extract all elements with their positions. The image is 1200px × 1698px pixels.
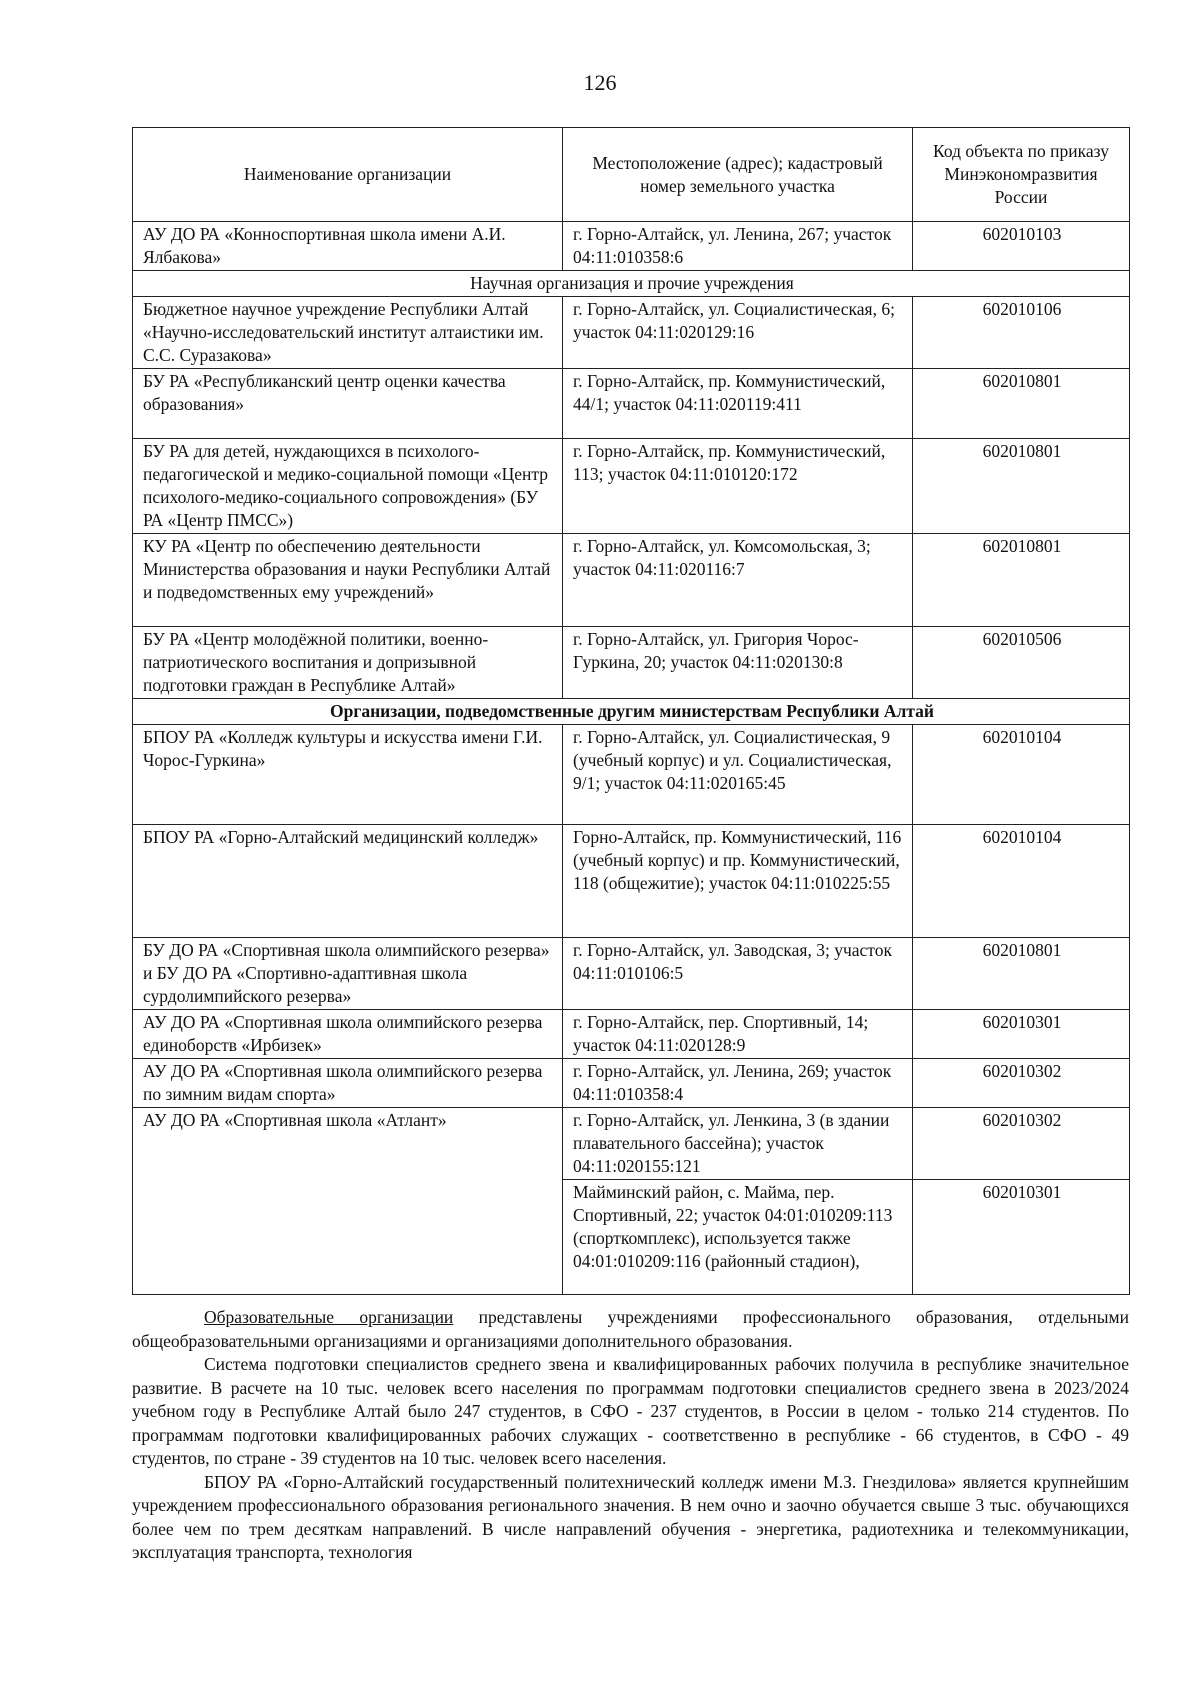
table-row: [133, 369, 1130, 439]
org-address: г. Горно-Алтайск, ул. Комсомольская, 3; участок 04:11:020116:7: [563, 534, 913, 627]
org-address: г. Горно-Алтайск, ул. Ленкина, 3 (в здании плавательного бассейна); участок 04:11:020155:121: [563, 1108, 913, 1180]
org-address: г. Горно-Алтайск, ул. Ленина, 269; участок 04:11:010358:4: [563, 1059, 913, 1108]
org-code: 602010801: [913, 534, 1130, 627]
org-name: БПОУ РА «Колледж культуры и искусства имени Г.И. Чорос-Гуркина»: [133, 725, 563, 825]
org-address: г. Горно-Алтайск, ул. Ленина, 267; участок 04:11:010358:6: [563, 222, 913, 271]
org-code: 602010301: [913, 1180, 1130, 1295]
table-row: [133, 938, 1130, 1010]
table-row: [133, 297, 1130, 369]
page-number: 126: [583, 70, 617, 95]
org-code: 602010801: [913, 439, 1130, 534]
org-code: 602010506: [913, 627, 1130, 699]
org-name: БПОУ РА «Горно-Алтайский медицинский колледж»: [133, 825, 563, 938]
paragraph-1-underlined: Образовательные организации: [204, 1307, 454, 1327]
org-address: г. Горно-Алтайск, пер. Спортивный, 14; участок 04:11:020128:9: [563, 1010, 913, 1059]
org-code: 602010104: [913, 725, 1130, 825]
org-code: 602010301: [913, 1010, 1130, 1059]
org-address: г. Горно-Алтайск, ул. Григория Чорос-Гуркина, 20; участок 04:11:020130:8: [563, 627, 913, 699]
paragraph-3: БПОУ РА «Горно-Алтайский государственный политехнический колледж имени М.З. Гнездилова» является крупнейшим учреждением профессионального образования регионального значения. В нем очно и заочно обучается свыше 3 тыс. обучающихся более чем по трем десяткам направлений. В числе направлений обучения - энергетика, радиотехника и телекоммуникации, эксплуатация транспорта, технология: [132, 1471, 1129, 1562]
org-name: Бюджетное научное учреждение Республики Алтай «Научно-исследовательский институт алтаистики им. С.С. Суразакова»: [133, 297, 563, 369]
org-address: Майминский район, с. Майма, пер. Спортивный, 22; участок 04:01:010209:113 (спорткомплекс), используется также 04:01:010209:116 (районный стадион),: [563, 1180, 913, 1295]
org-address: Горно-Алтайск, пр. Коммунистический, 116 (учебный корпус) и пр. Коммунистический, 118 (общежитие); участок 04:11:010225:55: [563, 825, 913, 938]
org-address: г. Горно-Алтайск, ул. Заводская, 3; участок 04:11:010106:5: [563, 938, 913, 1010]
org-code: 602010302: [913, 1108, 1130, 1180]
org-address: г. Горно-Алтайск, ул. Социалистическая, 9 (учебный корпус) и ул. Социалистическая, 9/1; участок 04:11:020165:45: [563, 725, 913, 825]
table-row: [133, 222, 1130, 271]
header-address: Местоположение (адрес); кадастровый номер земельного участка: [563, 128, 913, 222]
org-name: АУ ДО РА «Спортивная школа олимпийского резерва единоборств «Ирбизек»: [133, 1010, 563, 1059]
org-name: АУ ДО РА «Конноспортивная школа имени А.И. Ялбакова»: [133, 222, 563, 271]
table-row: [133, 439, 1130, 534]
header-code: Код объекта по приказу Минэкономразвития России: [913, 128, 1130, 222]
org-name: БУ РА для детей, нуждающихся в психолого-педагогической и медико-социальной помощи «Центр психолого-медико-социального сопровождения» (БУ РА «Центр ПМСС»): [133, 439, 563, 534]
body-text: [132, 1306, 1129, 1565]
section-title: Научная организация и прочие учреждения: [133, 271, 1130, 297]
org-name: БУ РА «Центр молодёжной политики, военно-патриотического воспитания и допризывной подготовки граждан в Республике Алтай»: [133, 627, 563, 699]
table-row: [133, 825, 1130, 938]
org-address: г. Горно-Алтайск, ул. Социалистическая, 6; участок 04:11:020129:16: [563, 297, 913, 369]
org-code: 602010302: [913, 1059, 1130, 1108]
table-row: [133, 534, 1130, 627]
paragraph-1: [132, 1306, 1129, 1353]
org-address: г. Горно-Алтайск, пр. Коммунистический, 113; участок 04:11:010120:172: [563, 439, 913, 534]
table-row: [133, 627, 1130, 699]
org-name: КУ РА «Центр по обеспечению деятельности Министерства образования и науки Республики Алтай и подведомственных ему учреждений»: [133, 534, 563, 627]
table-row: [133, 1108, 1130, 1180]
org-code: 602010801: [913, 369, 1130, 439]
org-name: АУ ДО РА «Спортивная школа олимпийского резерва по зимним видам спорта»: [133, 1059, 563, 1108]
section-title: Организации, подведомственные другим министерствам Республики Алтай: [133, 699, 1130, 725]
table-row: [133, 725, 1130, 825]
org-address: г. Горно-Алтайск, пр. Коммунистический, 44/1; участок 04:11:020119:411: [563, 369, 913, 439]
section-row: [133, 271, 1130, 297]
organizations-table: [132, 127, 1130, 1295]
table-header-row: [133, 128, 1130, 222]
table-row: [133, 1010, 1130, 1059]
table-row: [133, 1059, 1130, 1108]
paragraph-2: Система подготовки специалистов среднего звена и квалифицированных рабочих получила в республике значительное развитие. В расчете на 10 тыс. человек всего населения по программам подготовки специалистов среднего звена в 2023/2024 учебном году в Республике Алтай было 247 студентов, в СФО - 237 студентов, в России в целом - только 214 студентов. По программам подготовки квалифицированных рабочих служащих - соответственно в республике - 66 студентов, в СФО - 49 студентов, по стране - 39 студентов на 10 тыс. человек всего населения.: [132, 1354, 1129, 1468]
org-code: 602010106: [913, 297, 1130, 369]
org-name: БУ РА «Республиканский центр оценки качества образования»: [133, 369, 563, 439]
paragraph-1-rest: представлены учреждениями профессионального образования, отдельными общеобразовательными организациями и организациями дополнительного образования.: [132, 1307, 1129, 1351]
section-row: [133, 699, 1130, 725]
org-name: БУ ДО РА «Спортивная школа олимпийского резерва» и БУ ДО РА «Спортивно-адаптивная школа сурдолимпийского резерва»: [133, 938, 563, 1010]
org-code: 602010103: [913, 222, 1130, 271]
header-name: Наименование организации: [133, 128, 563, 222]
org-code: 602010104: [913, 825, 1130, 938]
org-name: АУ ДО РА «Спортивная школа «Атлант»: [133, 1108, 563, 1295]
org-code: 602010801: [913, 938, 1130, 1010]
